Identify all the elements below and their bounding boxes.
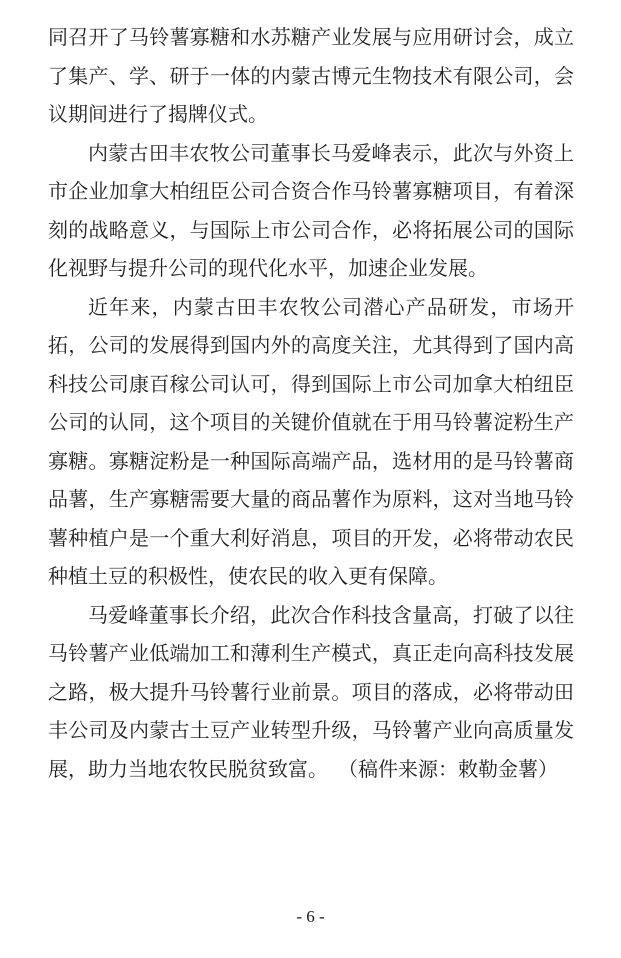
page-number: - 6 - [296,907,325,926]
source-note: （稿件来源：敕勒金薯） [348,758,558,781]
body-paragraph-3: 近年来，内蒙古田丰农牧公司潜心产品研发，市场开拓，公司的发展得到国内外的高度关注，尤其得到了国内高科技公司康百稼公司认可，得到国际上市公司加拿大柏纽臣公司的认同，这个项目的关键价值就在于用马铃薯淀粉生产寡糖。寡糖淀粉是一种国际高端产品，选材用的是马铃薯商品薯，生产寡糖需要大量的商品薯作为原料，这对当地马铃薯种植户是一个重大利好消息，项目的开发，必将带动农民种植土豆的积极性，使农民的收入更有保障。 [48,296,574,588]
body-paragraph-4 [48,597,574,790]
body-paragraph-2: 内蒙古田丰农牧公司董事长马爱峰表示，此次与外资上市企业加拿大柏纽臣公司合资合作马铃薯寡糖项目，有着深刻的战略意义，与国际上市公司合作，必将拓展公司的国际化视野与提升公司的现代化水平，加速企业发展。 [48,142,574,280]
body-paragraph-4-text: 马爱峰董事长介绍，此次合作科技含量高，打破了以往马铃薯产业低端加工和薄利生产模式，真正走向高科技发展之路，极大提升马铃薯行业前景。项目的落成，必将带动田丰公司及内蒙古土豆产业转型升级，马铃薯产业向高质量发展，助力当地农牧民脱贫致富。 [48,604,574,781]
document-body [48,19,574,789]
body-paragraph-1: 同召开了马铃薯寡糖和水苏糖产业发展与应用研讨会，成立了集产、学、研于一体的内蒙古博元生物技术有限公司，会议期间进行了揭牌仪式。 [48,27,574,126]
